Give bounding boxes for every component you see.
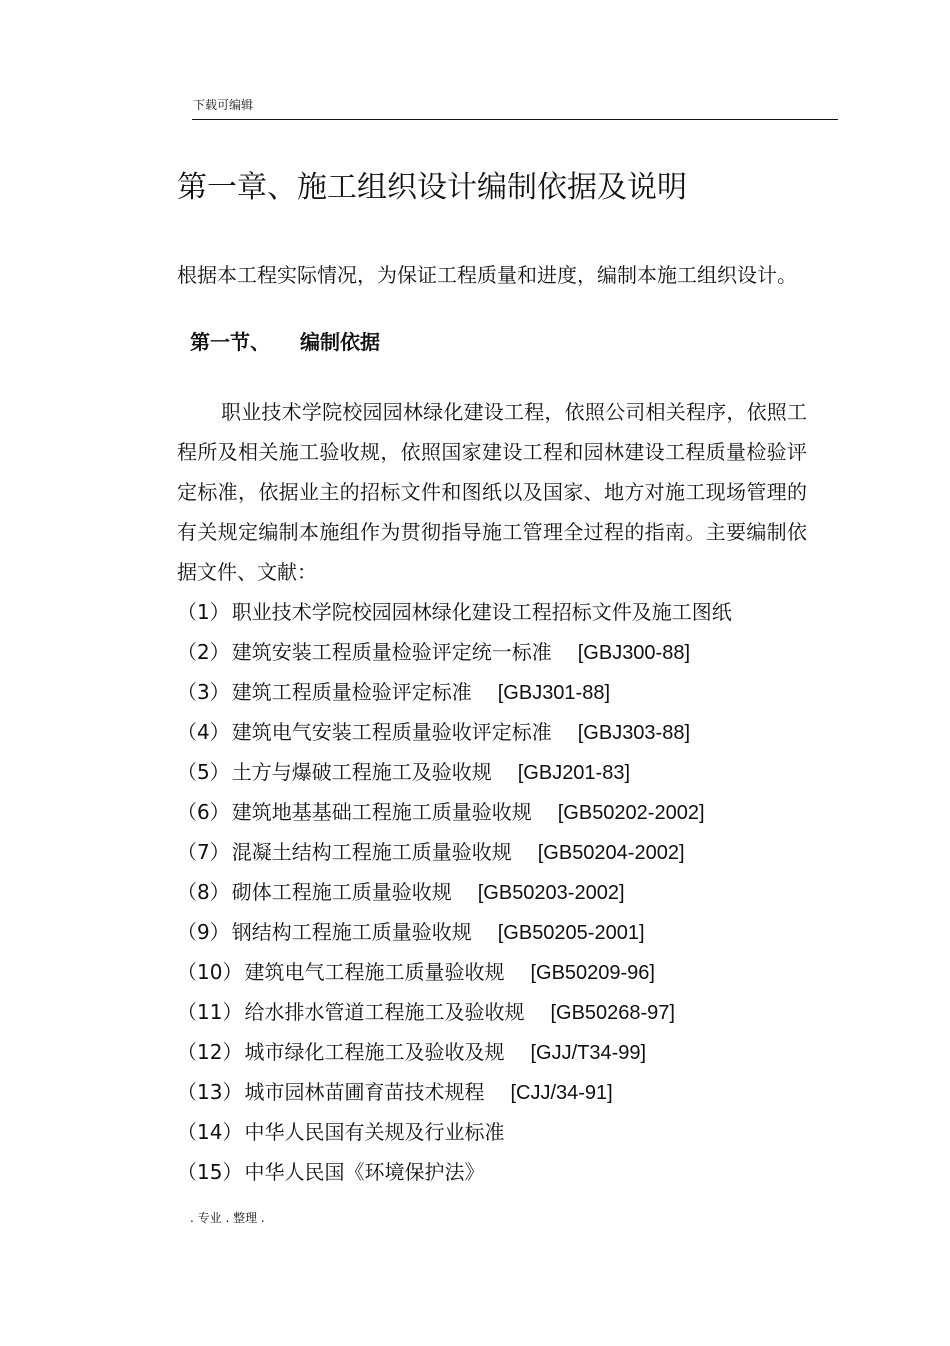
- reference-item: [177, 592, 732, 632]
- reference-index: （6）: [177, 800, 230, 824]
- reference-item: [177, 872, 732, 912]
- section-title: 编制依据: [300, 330, 380, 354]
- reference-title: 中华人民国《环境保护法》: [244, 1160, 485, 1184]
- reference-list: [177, 592, 732, 1192]
- reference-title: 钢结构工程施工质量验收规: [231, 920, 472, 944]
- reference-index: （3）: [177, 680, 230, 704]
- reference-code: [CJJ/34-91]: [510, 1082, 613, 1104]
- reference-item: [177, 912, 732, 952]
- reference-title: 城市绿化工程施工及验收及规: [244, 1040, 505, 1064]
- reference-code: [GBJ300-88]: [577, 642, 691, 664]
- reference-title: 土方与爆破工程施工及验收规: [231, 760, 492, 784]
- intro-paragraph: 根据本工程实际情况，为保证工程质量和进度，编制本施工组织设计。: [177, 263, 797, 287]
- reference-title: 建筑工程质量检验评定标准: [231, 680, 472, 704]
- reference-index: （10）: [177, 960, 243, 984]
- reference-title: 职业技术学院校园园林绿化建设工程招标文件及施工图纸: [231, 600, 732, 624]
- reference-item: [177, 1112, 732, 1152]
- reference-code: [GB50202-2002]: [557, 802, 705, 824]
- reference-code: [GBJ201-83]: [517, 762, 631, 784]
- reference-title: 建筑电气安装工程质量验收评定标准: [231, 720, 552, 744]
- header-divider: [192, 119, 838, 120]
- page-footer-text: . 专业 . 整理 .: [190, 1211, 265, 1225]
- section-heading: [190, 327, 380, 357]
- reference-item: [177, 672, 732, 712]
- reference-code: [GB50209-96]: [530, 962, 655, 984]
- reference-item: [177, 832, 732, 872]
- page-header-text: 下载可编辑: [193, 98, 254, 112]
- reference-index: （4）: [177, 720, 230, 744]
- reference-item: [177, 1072, 732, 1112]
- reference-code: [GJJ/T34-99]: [530, 1042, 647, 1064]
- reference-title: 城市园林苗圃育苗技术规程: [244, 1080, 485, 1104]
- reference-item: [177, 712, 732, 752]
- reference-title: 砌体工程施工质量验收规: [231, 880, 452, 904]
- reference-title: 建筑电气工程施工质量验收规: [244, 960, 505, 984]
- reference-item: [177, 632, 732, 672]
- reference-item: [177, 992, 732, 1032]
- reference-code: [GB50204-2002]: [537, 842, 685, 864]
- reference-index: （13）: [177, 1080, 243, 1104]
- reference-index: （15）: [177, 1160, 243, 1184]
- reference-code: [GB50268-97]: [550, 1002, 675, 1024]
- reference-index: （14）: [177, 1120, 243, 1144]
- reference-title: 给水排水管道工程施工及验收规: [244, 1000, 525, 1024]
- reference-title: 混凝土结构工程施工质量验收规: [231, 840, 512, 864]
- reference-index: （5）: [177, 760, 230, 784]
- reference-item: [177, 792, 732, 832]
- reference-title: 中华人民国有关规及行业标准: [244, 1120, 505, 1144]
- section-number: 第一节、: [190, 330, 270, 354]
- reference-index: （9）: [177, 920, 230, 944]
- reference-code: [GBJ303-88]: [577, 722, 691, 744]
- reference-item: [177, 952, 732, 992]
- chapter-title: 第一章、施工组织设计编制依据及说明: [177, 170, 687, 205]
- reference-index: （12）: [177, 1040, 243, 1064]
- reference-index: （2）: [177, 640, 230, 664]
- reference-item: [177, 752, 732, 792]
- reference-index: （11）: [177, 1000, 243, 1024]
- reference-index: （8）: [177, 880, 230, 904]
- reference-item: [177, 1032, 732, 1072]
- reference-code: [GB50203-2002]: [477, 882, 625, 904]
- body-paragraph: 职业技术学院校园园林绿化建设工程，依照公司相关程序，依照工程所及相关施工验收规，依照国家建设工程和园林建设工程质量检验评定标准，依据业主的招标文件和图纸以及国家、地方对施工现场管理的有关规定编制本施组作为贯彻指导施工管理全过程的指南。主要编制依据文件、文献：: [177, 400, 807, 584]
- reference-index: （7）: [177, 840, 230, 864]
- reference-title: 建筑安装工程质量检验评定统一标准: [231, 640, 552, 664]
- reference-code: [GB50205-2001]: [497, 922, 645, 944]
- reference-title: 建筑地基基础工程施工质量验收规: [231, 800, 532, 824]
- reference-item: [177, 1152, 732, 1192]
- reference-index: （1）: [177, 600, 230, 624]
- reference-code: [GBJ301-88]: [497, 682, 611, 704]
